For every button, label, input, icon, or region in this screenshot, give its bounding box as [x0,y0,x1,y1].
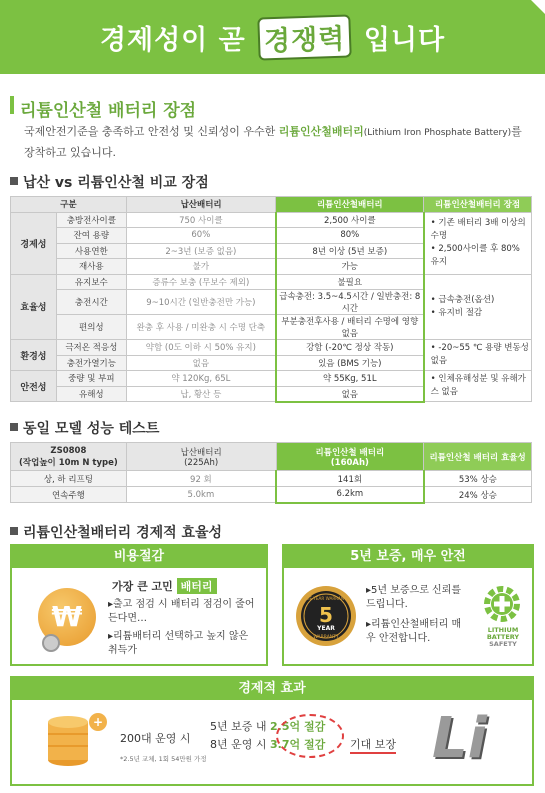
section-accent-bar [10,96,14,114]
row-label: 연속주행 [11,487,127,503]
section2-heading [10,172,209,192]
seal-number: 5 [319,603,333,627]
square-bullet-icon [10,527,18,535]
item-cell: 잔여 용량 [56,228,126,244]
effect-panel-header: 경제적 효과 [12,678,532,700]
logo-line1: LITHIUM [487,626,519,634]
advantage-text: 급속충전(옵션) [438,294,495,305]
warranty-panel-header: 5년 보증, 매우 안전 [284,546,532,568]
cost-panel-header: 비용절감 [12,546,266,568]
item-cell: 재사용 [56,259,126,275]
lith-sub: (160Ah) [330,457,369,468]
desc-text-green: 리튬인산철배터리 [278,125,364,138]
advantage-line: • 2,500사이클 후 80% 유지 [430,244,520,267]
item-cell: 유해성 [56,386,126,402]
category-cell: 효율성 [11,274,57,340]
lead-cell: 750 사이클 [126,212,276,228]
category-cell: 경제성 [11,212,57,274]
square-bullet-icon [10,423,18,431]
header-lithium [276,443,424,471]
lithium-cell: 부분충전후사용 / 배터리 수명에 영향 없음 [276,315,424,340]
header-banner [0,0,545,74]
battery-safety-gear-icon [480,582,524,626]
header-model [11,443,127,471]
performance-header-row [11,443,532,471]
advantage-text: 2,500사이클 후 80% 유지 [430,244,520,267]
advantage-cell [424,371,532,402]
lithium-cell: 약 55Kg, 51L [276,371,424,387]
warranty-bullet-2: ▸리튬인산철배터리 매우 안전합니다. [366,619,462,644]
lead-title: 납산배터리 [180,447,222,458]
category-cell: 환경성 [11,340,57,371]
table-row [11,371,532,387]
advantage-text: -20~55 ℃ 용량 변동성 없음 [430,343,529,366]
savings-circle-highlight [276,714,344,758]
performance-table [10,442,532,504]
advantage-cell [424,340,532,371]
lithium-cell: 8년 이상 (5년 보증) [276,243,424,259]
lead-cell: 9~10시간 (일반충전만 가능) [126,290,276,315]
table-row [11,212,532,228]
category-cell: 안전성 [11,371,57,402]
advantage-cell [424,274,532,340]
advantage-line: • -20~55 ℃ 용량 변동성 없음 [430,343,529,366]
lead-cell: 증류수 보충 (무보수 제외) [126,274,276,290]
section4-heading [10,522,222,542]
seal-year-text: YEAR [317,625,335,632]
efficiency-cell: 24% 상승 [424,487,532,503]
line1-pre: 5년 보증 내 [210,720,267,733]
advantage-line: • 급속충전(옵션) [430,294,495,305]
advantage-text: 유지비 절감 [438,307,483,318]
model-name: ZS0808 [50,445,87,456]
banner-corner-fold [531,0,545,14]
header-lithium: 리튬인산철배터리 [276,197,424,213]
advantage-text: 기존 배터리 3배 이상의 수명 [430,218,526,241]
comparison-table [10,196,532,403]
line2-pre: 8년 운영 시 [210,738,267,751]
section1-description [24,122,534,162]
item-cell: 사용연한 [56,243,126,259]
section1-title: 리튬인산철 배터리 장점 [20,101,197,121]
section3-title: 동일 모델 성능 테스트 [23,421,160,437]
effect-panel [10,676,534,786]
lead-cell: 2~3년 (보증 없음) [126,243,276,259]
lith-title: 리튬인산철 배터리 [315,447,385,458]
item-cell: 극저온 적응성 [56,340,126,356]
expected-guarantee-tag: 기대 보장 [350,736,396,754]
small-coin-icon [42,634,60,652]
cost-headline [112,578,217,594]
lithium-cell: 불필요 [276,274,424,290]
warranty-panel [282,544,534,666]
svg-text:+: + [92,715,104,729]
row-label: 상, 하 리프팅 [11,471,127,487]
table-row [11,487,532,503]
desc-text-small: (Lithium Iron Phosphate Battery) [363,128,512,138]
won-symbol: ₩ [51,600,83,633]
lithium-cell: 80% [276,228,424,244]
item-cell: 유지보수 [56,274,126,290]
section3-heading [10,418,159,438]
fleet-note: *2.5년 교체, 1회 54만원 가정 [120,755,207,763]
li-logo: Li [432,706,487,771]
efficiency-cell: 53% 상승 [424,471,532,487]
desc-text-post: 를 장착하고 있습니다. [24,125,522,159]
seal-top-text: FIVE YEAR WARRANTY [302,596,350,601]
lithium-cell: 141회 [276,471,424,487]
lithium-cell: 강함 (-20℃ 정상 작동) [276,340,424,356]
cost-bullet-1: ▸출고 점검 시 배터리 점검이 줄어든다면… [108,599,255,624]
lithium-cell: 가능 [276,259,424,275]
comparison-header-row [11,197,532,213]
headline-text: 가장 큰 고민 [112,580,173,593]
lead-cell: 92 회 [126,471,276,487]
cost-panel [10,544,268,666]
lead-sub: (225Ah) [184,457,219,468]
item-cell: 충방전사이클 [56,212,126,228]
page-title [0,18,545,57]
advantage-line: • 기존 배터리 3배 이상의 수명 [430,218,526,241]
title-highlight: 경쟁력 [260,16,351,58]
header-category: 구분 [11,197,127,213]
section2-title: 납산 vs 리튬인산철 비교 장점 [23,175,209,191]
table-row [11,274,532,290]
lead-cell: 불가 [126,259,276,275]
title-pre: 경제성이 곧 [99,25,246,56]
item-cell: 충전가열기능 [56,355,126,371]
lead-cell: 5.0km [126,487,276,503]
line2-value: 3.7억 절감 [270,738,326,751]
model-sub: (작업높이 10m N type) [19,457,118,468]
desc-text-pre: 국제안전기준을 충족하고 안전성 및 신뢰성이 우수한 [24,125,279,138]
title-post: 입니다 [363,25,446,56]
seal-bottom-text: WARRANTY [313,635,339,640]
logo-line3: SAFETY [489,640,517,648]
lead-cell: 약 120Kg, 65L [126,371,276,387]
lead-cell: 납, 황산 등 [126,386,276,402]
lead-cell: 약함 (0도 이하 시 50% 유지) [126,340,276,356]
warranty-bullet-1: ▸5년 보증으로 신뢰를 드립니다. [366,585,462,610]
lead-cell: 완충 후 사용 / 미완충 시 수명 단축 [126,315,276,340]
advantage-cell [424,212,532,274]
header-efficiency: 리튬인산철 배터리 효율성 [424,443,532,471]
battery-safety-logo [476,627,530,648]
lead-cell: 60% [126,228,276,244]
advantage-line: • 인체유해성분 및 유해가스 없음 [430,374,526,397]
cost-bullet-2: ▸리튬배터리 선택하고 높지 않은 취득가 [108,631,249,656]
coin-stack-icon [42,708,112,768]
lithium-cell: 6.2km [276,487,424,503]
square-bullet-icon [10,177,18,185]
table-row [11,340,532,356]
item-cell: 편의성 [56,315,126,340]
header-lead: 납산배터리 [126,197,276,213]
line1-value: 2.5억 절감 [270,720,326,733]
advantage-text: 인체유해성분 및 유해가스 없음 [430,374,526,397]
fleet-text: 200대 운영 시 [120,732,191,745]
logo-line2: BATTERY [486,633,520,641]
lithium-cell: 없음 [276,386,424,402]
item-cell: 중량 및 부피 [56,371,126,387]
lead-cell: 없음 [126,355,276,371]
lithium-cell: 2,500 사이클 [276,212,424,228]
item-cell: 충전시간 [56,290,126,315]
lithium-cell: 있음 (BMS 기능) [276,355,424,371]
warranty-seal-icon [294,584,358,648]
table-row [11,471,532,487]
header-advantage: 리튬인산철배터리 장점 [424,197,532,213]
header-lead [126,443,276,471]
lithium-cell: 급속충전: 3.5~4.5시간 / 일반충전: 8시간 [276,290,424,315]
advantage-line: • 유지비 절감 [430,307,483,318]
headline-badge: 배터리 [177,578,217,594]
section4-title: 리튬인산철배터리 경제적 효율성 [23,525,223,541]
